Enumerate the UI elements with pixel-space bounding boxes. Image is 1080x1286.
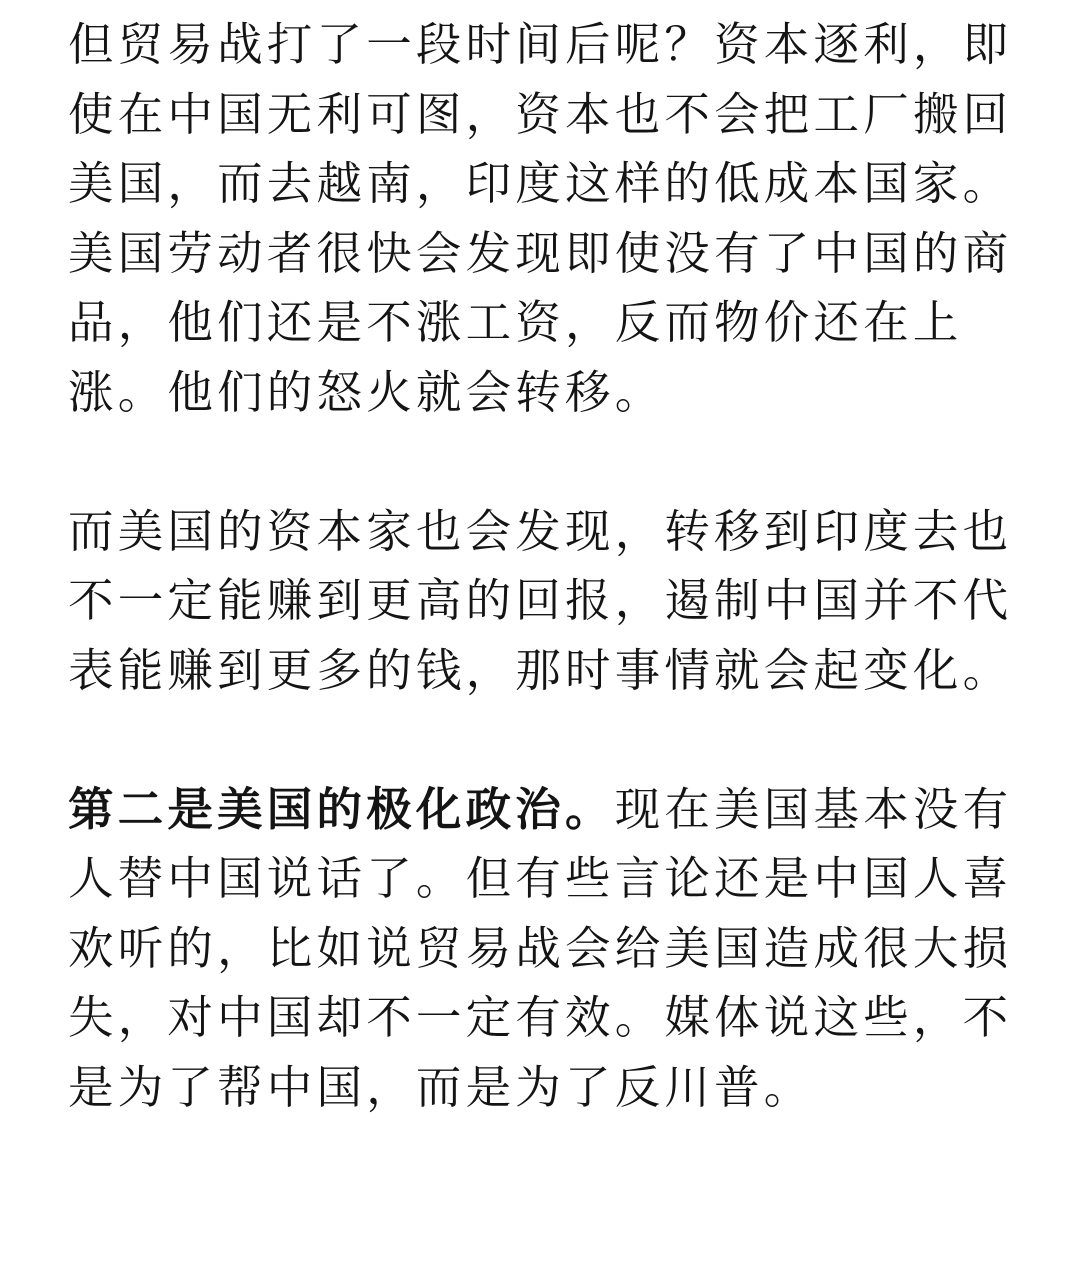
article-body (68, 10, 1018, 1122)
paragraph-polarized-politics (68, 775, 1018, 1123)
paragraph-bold-lead: 第二是美国的极化政治。 (68, 782, 615, 836)
paragraph-gap (68, 427, 1018, 497)
paragraph-trade-war (68, 10, 1018, 427)
paragraph-capitalists (68, 497, 1018, 706)
paragraph-text: 但贸易战打了一段时间后呢？资本逐利，即使在中国无利可图，资本也不会把工厂搬回美国，而去越南，印度这样的低成本国家。美国劳动者很快会发现即使没有了中国的商品，他们还是不涨工资，反而物价还在上涨。他们的怒火就会转移。 (68, 18, 1013, 419)
paragraph-text: 现在美国基本没有人替中国说话了。但有些言论还是中国人喜欢听的，比如说贸易战会给美国造成很大损失，对中国却不一定有效。媒体说这些，不是为了帮中国，而是为了反川普。 (68, 782, 1013, 1114)
paragraph-text: 而美国的资本家也会发现，转移到印度去也不一定能赚到更高的回报，遏制中国并不代表能赚到更多的钱，那时事情就会起变化。 (68, 504, 1013, 697)
paragraph-gap (68, 705, 1018, 775)
